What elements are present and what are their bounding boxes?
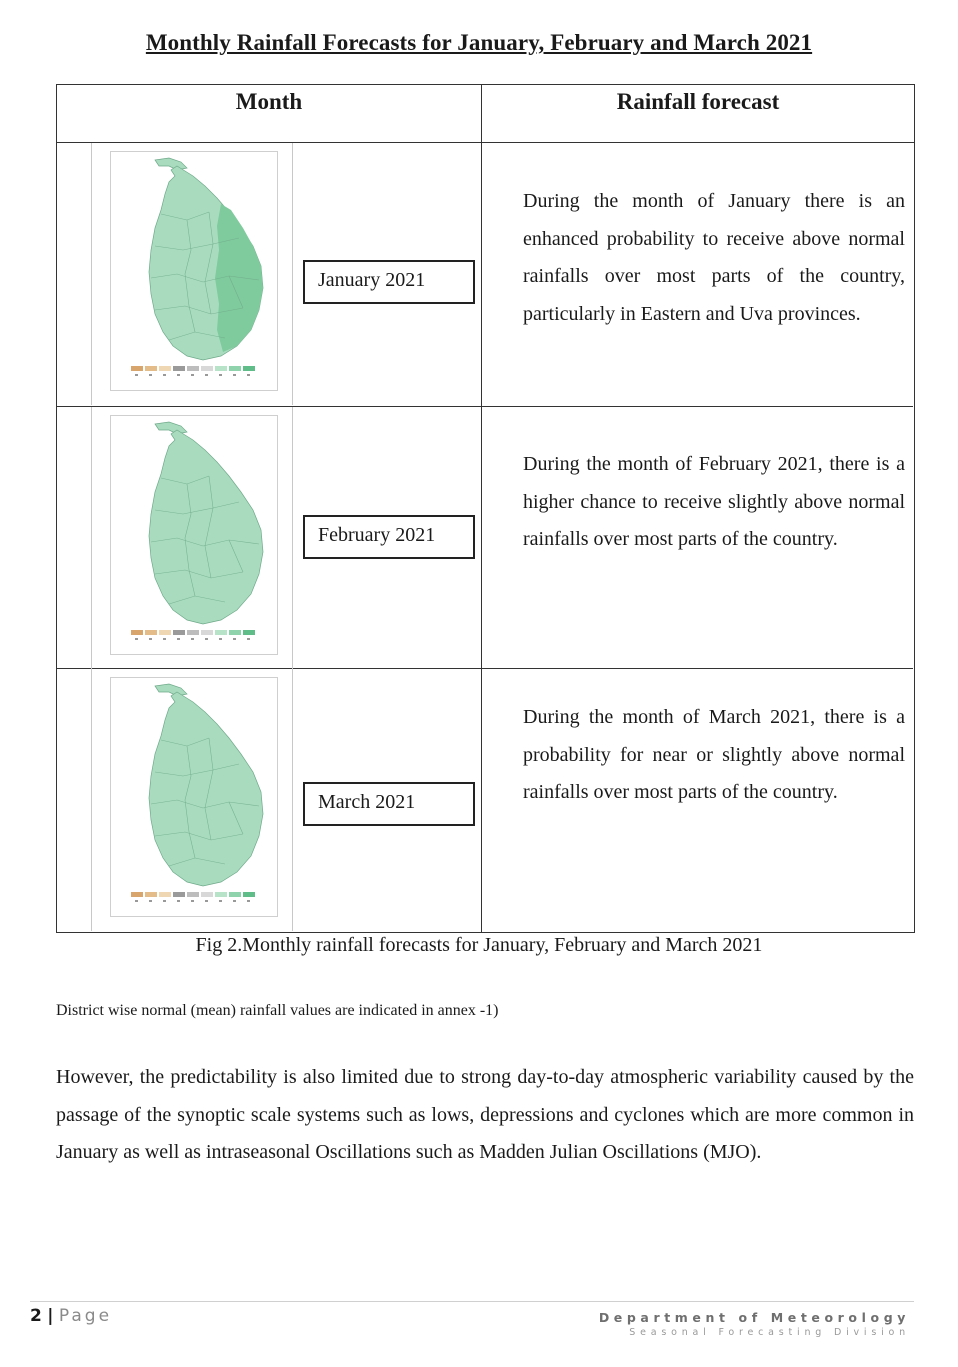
month-label: January 2021	[303, 260, 475, 304]
legend-swatch	[187, 630, 199, 635]
month-label: March 2021	[303, 782, 475, 826]
legend-swatch	[173, 892, 185, 897]
legend-swatch	[229, 366, 241, 371]
page-number-value: 2	[30, 1306, 42, 1326]
division-name: Seasonal Forecasting Division	[629, 1327, 910, 1338]
legend-swatch	[215, 366, 227, 371]
enhanced-region	[215, 204, 263, 352]
forecast-table	[56, 84, 915, 933]
sri-lanka-map-january	[110, 151, 278, 391]
body-paragraph: However, the predictability is also limited due to strong day-to-day atmospheric variability caused by the passage of the synoptic scale systems such as lows, depressions and cyclones which are more common in January as well as intraseasonal Oscillations such as Madden Julian Oscillations (MJO).	[56, 1066, 914, 1163]
month-cell	[57, 143, 482, 406]
legend-swatch	[131, 366, 143, 371]
legend-tick	[149, 638, 152, 640]
legend-swatch	[145, 630, 157, 635]
map-frame	[91, 407, 293, 669]
month-cell	[57, 407, 482, 668]
table-row-january	[57, 143, 913, 407]
legend-tick	[149, 374, 152, 376]
figure-caption: Fig 2.Monthly rainfall forecasts for January, February and March 2021	[195, 934, 763, 956]
island-north	[155, 422, 187, 434]
header-rainfall-forecast: Rainfall forecast	[482, 85, 914, 143]
legend-swatch	[131, 630, 143, 635]
legend-tick	[163, 900, 166, 902]
legend-swatch	[187, 892, 199, 897]
island-shape	[149, 430, 263, 624]
legend-swatch	[159, 892, 171, 897]
legend-swatch	[243, 892, 255, 897]
legend-swatch	[243, 366, 255, 371]
header-month: Month	[57, 85, 482, 143]
map-graphic	[111, 152, 277, 390]
legend-tick	[219, 374, 222, 376]
legend-tick	[233, 638, 236, 640]
footer-department	[599, 1310, 910, 1338]
legend-tick	[149, 900, 152, 902]
legend-tick	[219, 638, 222, 640]
island-north	[155, 158, 187, 170]
legend-tick	[163, 374, 166, 376]
legend-swatch	[229, 630, 241, 635]
legend-swatch	[131, 892, 143, 897]
legend-swatch	[145, 892, 157, 897]
legend-tick	[205, 900, 208, 902]
legend-tick	[247, 374, 250, 376]
forecast-text: During the month of January there is an enhanced probability to receive above normal rainfalls over most parts of the country, particularly in Eastern and Uva provinces.	[523, 190, 905, 325]
page-label: Page	[58, 1306, 113, 1326]
legend-swatch	[145, 366, 157, 371]
legend-tick	[219, 900, 222, 902]
forecast-text: During the month of February 2021, there is a higher chance to receive slightly above normal rainfalls over most parts of the country.	[523, 453, 905, 550]
page-number	[30, 1306, 112, 1326]
legend-tick	[191, 638, 194, 640]
legend-tick	[205, 374, 208, 376]
sri-lanka-map-february	[110, 415, 278, 655]
legend-swatch	[243, 630, 255, 635]
legend-swatch	[173, 366, 185, 371]
legend-tick	[191, 374, 194, 376]
sri-lanka-map-march	[110, 677, 278, 917]
forecast-cell	[482, 407, 913, 668]
legend-tick	[247, 900, 250, 902]
legend-tick	[163, 638, 166, 640]
page-separator: |	[47, 1306, 54, 1326]
legend-swatch	[159, 366, 171, 371]
legend-tick	[233, 374, 236, 376]
legend-tick	[135, 638, 138, 640]
legend-swatch	[215, 630, 227, 635]
legend-swatch	[229, 892, 241, 897]
legend-swatch	[201, 892, 213, 897]
legend-swatch	[173, 630, 185, 635]
legend-tick	[135, 374, 138, 376]
legend-tick	[135, 900, 138, 902]
department-name: Department of Meteorology	[598, 1310, 910, 1325]
legend-swatch	[159, 630, 171, 635]
map-graphic	[111, 416, 277, 654]
footer-divider	[30, 1301, 914, 1302]
legend-tick	[205, 638, 208, 640]
legend-swatch	[215, 892, 227, 897]
page-title: Monthly Rainfall Forecasts for January, February and March 2021	[145, 30, 813, 55]
legend-tick	[233, 900, 236, 902]
legend-swatch	[187, 366, 199, 371]
legend-tick	[247, 638, 250, 640]
month-cell	[57, 669, 482, 932]
legend-tick	[177, 900, 180, 902]
table-row-march	[57, 669, 913, 932]
forecast-text: During the month of March 2021, there is a probability for near or slightly above normal rainfalls over most parts of the country.	[523, 706, 905, 803]
map-graphic	[111, 678, 277, 916]
island-shape	[149, 692, 263, 886]
island-north	[155, 684, 187, 696]
legend-swatch	[201, 366, 213, 371]
legend-tick	[191, 900, 194, 902]
annex-note: District wise normal (mean) rainfall values are indicated in annex -1)	[56, 1002, 499, 1019]
map-frame	[91, 669, 293, 931]
table-row-february	[57, 407, 913, 669]
legend-swatch	[201, 630, 213, 635]
map-frame	[91, 143, 293, 405]
legend-tick	[177, 638, 180, 640]
forecast-cell	[482, 669, 913, 932]
forecast-cell	[482, 143, 913, 406]
month-label: February 2021	[303, 515, 475, 559]
legend-tick	[177, 374, 180, 376]
